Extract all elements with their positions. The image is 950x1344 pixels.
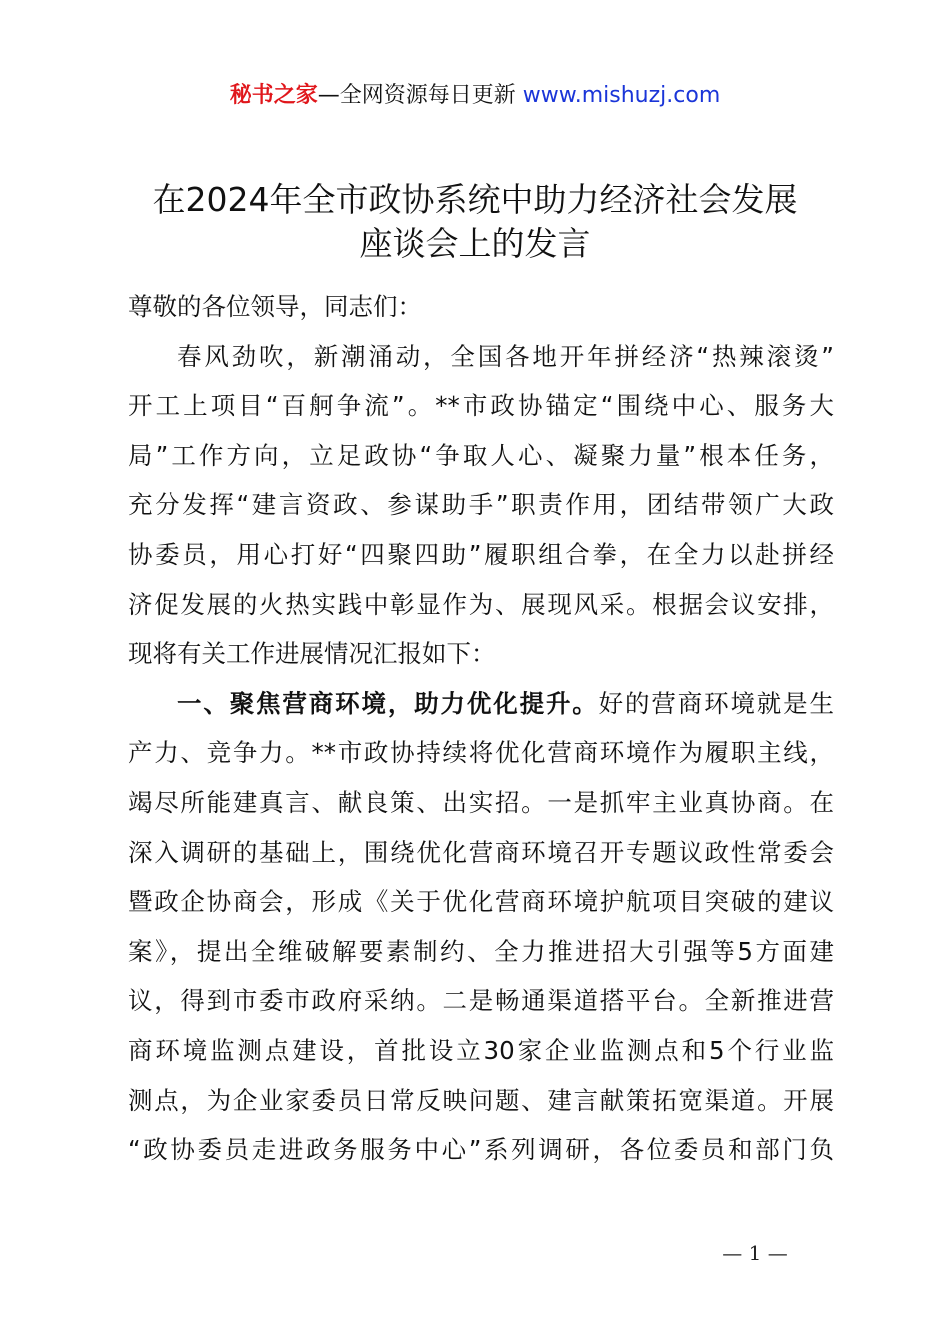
title-line-1: 在2024年全市政协系统中助力经济社会发展 <box>152 180 798 219</box>
banner-brand: 秘书之家 <box>229 83 318 108</box>
line-text: 深入调研的基础上，围绕优化营商环境召开专题议政性常委会 <box>128 837 834 867</box>
line-text: 春风劲吹，新潮涌动，全国各地开年拼经济“热辣滚烫” <box>177 341 834 371</box>
line-text: 议，得到市委市政府采纳。二是畅通渠道搭平台。全新推进营 <box>128 986 834 1016</box>
section-heading: 一、聚焦营商环境，助力优化提升。 <box>177 688 599 718</box>
banner-slogan: —全网资源每日更新 <box>317 83 523 108</box>
page-number: — 1 — <box>722 1241 788 1265</box>
text-line <box>128 1125 834 1175</box>
line-text: 案》，提出全维破解要素制约、全力推进招大引强等5方面建 <box>128 936 834 966</box>
text-line <box>128 927 834 977</box>
banner-url-link[interactable]: www.mishuzj.com <box>522 83 721 108</box>
text-line <box>128 282 834 332</box>
line-text: 产力、竞争力。**市政协持续将优化营商环境作为履职主线， <box>128 738 834 768</box>
line-text: 协委员，用心打好“四聚四助”履职组合拳，在全力以赴拼经 <box>128 539 834 569</box>
text-line <box>128 580 834 630</box>
text-line <box>128 1076 834 1126</box>
text-line <box>128 728 834 778</box>
line-text: 测点，为企业家委员日常反映问题、建言献策拓宽渠道。开展 <box>128 1085 834 1115</box>
text-line <box>128 828 834 878</box>
text-line <box>128 679 834 729</box>
text-line <box>128 976 834 1026</box>
site-banner <box>0 80 950 112</box>
text-line <box>128 629 834 679</box>
document-title <box>100 178 850 266</box>
line-text: 竭尽所能建真言、献良策、出实招。一是抓牢主业真协商。在 <box>128 787 834 817</box>
text-line <box>128 431 834 481</box>
line-text: “政协委员走进政务服务中心”系列调研，各位委员和部门负 <box>128 1135 834 1165</box>
text-line <box>128 530 834 580</box>
text-line <box>128 877 834 927</box>
line-text: 尊敬的各位领导，同志们： <box>128 292 422 321</box>
line-text: 开工上项目“百舸争流”。**市政协锚定“围绕中心、服务大 <box>128 391 834 421</box>
line-text: 充分发挥“建言资政、参谋助手”职责作用，团结带领广大政 <box>128 490 834 520</box>
line-text: 局”工作方向，立足政协“争取人心、凝聚力量”根本任务， <box>128 440 834 470</box>
line-text: 好的营商环境就是生 <box>598 688 834 718</box>
line-text: 现将有关工作进展情况汇报如下： <box>128 639 496 669</box>
text-line <box>128 332 834 382</box>
line-text: 商环境监测点建设，首批设立30家企业监测点和5个行业监 <box>128 1035 834 1065</box>
text-line <box>128 381 834 431</box>
line-text: 暨政企协商会，形成《关于优化营商环境护航项目突破的建议 <box>128 887 834 917</box>
document-body <box>128 282 834 1175</box>
text-line <box>128 1026 834 1076</box>
text-line <box>128 480 834 530</box>
text-line <box>128 778 834 828</box>
line-text: 济促发展的火热实践中彰显作为、展现风采。根据会议安排， <box>128 589 834 619</box>
title-line-2: 座谈会上的发言 <box>359 224 591 263</box>
